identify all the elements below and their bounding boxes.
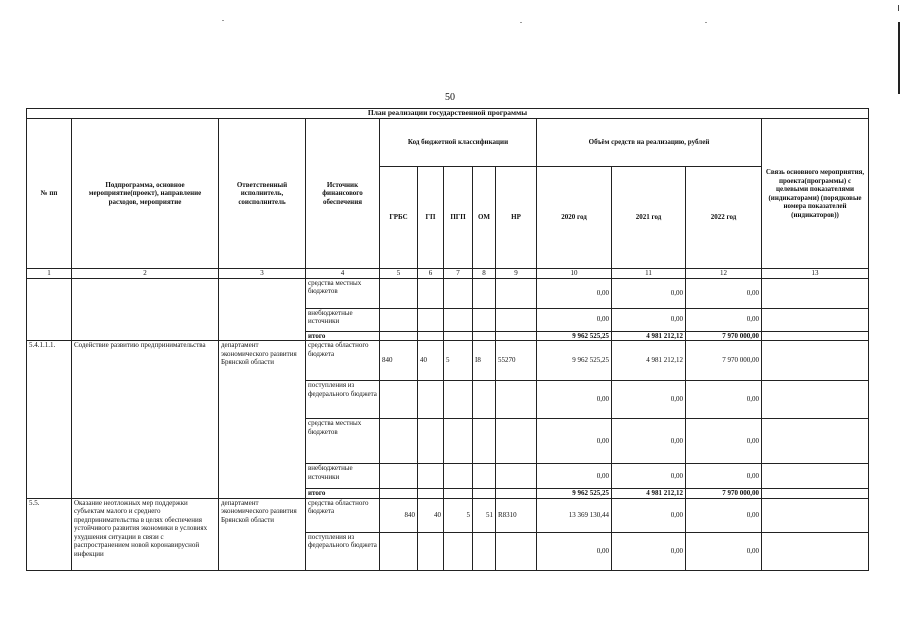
cell-np: R8310 [496,498,537,532]
column-number: 10 [537,269,612,279]
cell-2020: 0,00 [537,308,612,331]
cell-source: средства местных бюджетов [306,419,380,464]
table-row [27,341,869,381]
cell-grbs: 840 [380,341,418,381]
scan-speck [222,20,224,21]
cell-source: итого [306,331,380,341]
cell-2020: 0,00 [537,532,612,570]
cell-source: поступления из федерального бюджета [306,532,380,570]
cell-2020: 13 369 130,44 [537,498,612,532]
column-number: 1 [27,269,72,279]
header-link: Связь основного мероприятия, проекта(программы) с целевыми показателями (индикаторами) (порядковые номера показателей (индикаторов)) [762,119,869,269]
cell-2022: 7 970 000,00 [686,331,762,341]
page-number: 50 [445,92,455,103]
header-subprogram: Подпрограмма, основное мероприятие(проект), направление расходов, мероприятие [72,119,219,269]
header-source: Источник финансового обеспечения [306,119,380,269]
cell-gp: 40 [418,341,444,381]
cell-source: внебюджетные источники [306,308,380,331]
cell-pgp: 5 [444,498,473,532]
column-number: 12 [686,269,762,279]
cell-2022: 0,00 [686,532,762,570]
cell-2021: 0,00 [612,381,686,419]
cell-2021: 0,00 [612,278,686,308]
cell-source: средства областного бюджета [306,498,380,532]
column-number: 7 [444,269,473,279]
column-number: 11 [612,269,686,279]
scan-edge-line [898,22,900,94]
header-pgp: ПГП [444,167,473,269]
program-plan-table [26,108,869,571]
cell-source: средства областного бюджета [306,341,380,381]
scan-speck [520,22,522,23]
cell-2022: 7 970 000,00 [686,489,762,499]
column-number: 6 [418,269,444,279]
cell-source: средства местных бюджетов [306,278,380,308]
cell-om: 51 [473,498,496,532]
header-volume: Объём средств на реализацию, рублей [537,119,762,167]
header-np: НР [496,167,537,269]
header-2020: 2020 год [537,167,612,269]
cell-2020: 0,00 [537,278,612,308]
cell-2020: 9 962 525,25 [537,341,612,381]
column-number: 5 [380,269,418,279]
header-num: № пп [27,119,72,269]
scan-mark [898,5,899,11]
cell-2021: 0,00 [612,308,686,331]
cell-2020: 0,00 [537,419,612,464]
cell-2021: 0,00 [612,532,686,570]
cell-grbs: 840 [380,498,418,532]
header-2022: 2022 год [686,167,762,269]
cell-2021: 4 981 212,12 [612,489,686,499]
cell-2020: 9 962 525,25 [537,331,612,341]
table-title: План реализации государственной программы [27,109,869,119]
cell-2022: 0,00 [686,308,762,331]
cell-2020: 0,00 [537,381,612,419]
cell-name: Содействие развитию предпринимательства [72,341,219,499]
cell-num: 5.4.1.1.1. [27,341,72,499]
cell-source: итого [306,489,380,499]
cell-num: 5.5. [27,498,72,570]
column-number: 4 [306,269,380,279]
cell-name [72,278,219,341]
column-number: 13 [762,269,869,279]
cell-source: поступления из федерального бюджета [306,381,380,419]
cell-executor: департамент экономического развития Брянской области [219,341,306,499]
cell-num [27,278,72,341]
cell-2022: 0,00 [686,278,762,308]
cell-2022: 0,00 [686,498,762,532]
cell-2022: 7 970 000,00 [686,341,762,381]
cell-2022: 0,00 [686,381,762,419]
header-budget-code: Код бюджетной классификации [380,119,537,167]
cell-2020: 9 962 525,25 [537,489,612,499]
column-number: 8 [473,269,496,279]
scan-speck [705,22,707,23]
cell-gp: 40 [418,498,444,532]
cell-name: Оказание неотложных мер поддержки субъектам малого и среднего предпринимательства в целях обеспечения устойчивого развития экономики в условиях ухудшения ситуации в связи с распространением новой коронавирусной инфекции [72,498,219,570]
cell-np: 55270 [496,341,537,381]
cell-executor [219,278,306,341]
table-row [27,278,869,308]
table-row [27,498,869,532]
column-number: 2 [72,269,219,279]
cell-2021: 4 981 212,12 [612,341,686,381]
cell-2021: 0,00 [612,498,686,532]
column-number: 9 [496,269,537,279]
cell-2022: 0,00 [686,464,762,489]
cell-2021: 0,00 [612,419,686,464]
cell-2020: 0,00 [537,464,612,489]
column-number: 3 [219,269,306,279]
header-om: ОМ [473,167,496,269]
cell-executor: департамент экономического развития Брянской области [219,498,306,570]
header-grbs: ГРБС [380,167,418,269]
cell-2022: 0,00 [686,419,762,464]
header-executor: Ответственный исполнитель, соисполнитель [219,119,306,269]
cell-2021: 4 981 212,12 [612,331,686,341]
cell-om: I8 [473,341,496,381]
cell-pgp: 5 [444,341,473,381]
cell-2021: 0,00 [612,464,686,489]
header-2021: 2021 год [612,167,686,269]
cell-source: внебюджетные источники [306,464,380,489]
header-gp: ГП [418,167,444,269]
